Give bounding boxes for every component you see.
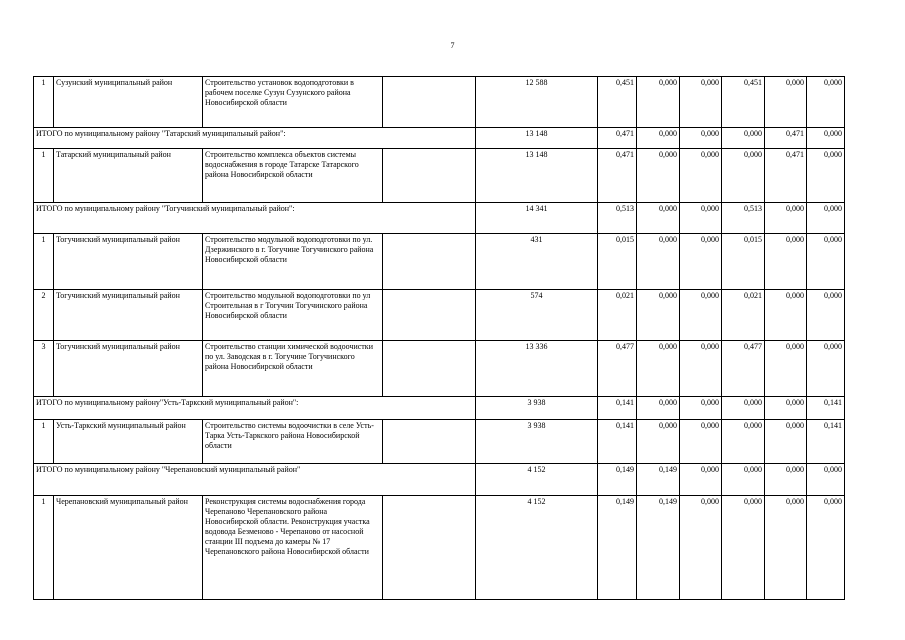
page-number: 7 <box>450 41 455 50</box>
numeric-value: 0,000 <box>807 464 845 496</box>
object-name: Строительство модульной водоподготовки по ул Строительная в г Тогучин Тогучинского района Новосибирской области <box>203 290 383 341</box>
table-body <box>34 77 845 600</box>
empty-cell <box>383 149 476 203</box>
numeric-value: 0,149 <box>598 496 637 600</box>
numeric-value: 0,149 <box>637 496 680 600</box>
object-name: Строительство установок водоподготовки в рабочем поселке Сузун Сузунского района Новосибирской области <box>203 77 383 128</box>
numeric-value: 0,000 <box>765 341 807 397</box>
numeric-value: 0,000 <box>680 397 722 420</box>
numeric-value: 0,000 <box>680 464 722 496</box>
numeric-value: 0,000 <box>637 149 680 203</box>
row-number: 3 <box>34 341 54 397</box>
numeric-value: 0,471 <box>598 128 637 149</box>
numeric-value: 0,021 <box>722 290 765 341</box>
numeric-value: 0,000 <box>680 234 722 290</box>
total-row <box>34 397 845 420</box>
table-row <box>34 149 845 203</box>
numeric-value: 0,513 <box>598 203 637 234</box>
row-number: 2 <box>34 290 54 341</box>
numeric-value: 0,000 <box>722 464 765 496</box>
numeric-value: 0,000 <box>637 128 680 149</box>
row-number: 1 <box>34 234 54 290</box>
numeric-value: 0,000 <box>637 203 680 234</box>
numeric-value: 0,000 <box>680 290 722 341</box>
numeric-value: 0,000 <box>637 420 680 464</box>
numeric-value: 0,000 <box>765 464 807 496</box>
row-number: 1 <box>34 496 54 600</box>
numeric-value: 0,141 <box>807 420 845 464</box>
numeric-value: 0,000 <box>722 420 765 464</box>
district-name: Татарский муниципальный район <box>54 149 203 203</box>
numeric-value: 0,000 <box>680 496 722 600</box>
table-row <box>34 341 845 397</box>
numeric-value: 0,000 <box>807 128 845 149</box>
numeric-value: 0,000 <box>680 77 722 128</box>
numeric-value: 0,477 <box>722 341 765 397</box>
numeric-value: 0,000 <box>765 397 807 420</box>
numeric-value: 0,015 <box>722 234 765 290</box>
numeric-value: 0,471 <box>598 149 637 203</box>
numeric-value: 0,471 <box>765 149 807 203</box>
numeric-value: 0,000 <box>765 77 807 128</box>
numeric-value: 0,141 <box>598 397 637 420</box>
numeric-value: 0,000 <box>722 128 765 149</box>
cost-value: 4 152 <box>476 496 598 600</box>
numeric-value: 0,000 <box>637 77 680 128</box>
total-label: ИТОГО по муниципальному району"Усть-Таркский муниципальный район": <box>34 397 476 420</box>
cost-value: 13 148 <box>476 149 598 203</box>
numeric-value: 0,000 <box>722 397 765 420</box>
numeric-value: 0,451 <box>598 77 637 128</box>
cost-value: 12 588 <box>476 77 598 128</box>
numeric-value: 0,000 <box>807 496 845 600</box>
numeric-value: 0,000 <box>680 420 722 464</box>
numeric-value: 0,000 <box>765 290 807 341</box>
numeric-value: 0,000 <box>722 496 765 600</box>
investment-table <box>33 76 845 600</box>
empty-cell <box>383 420 476 464</box>
numeric-value: 0,015 <box>598 234 637 290</box>
object-name: Строительство станции химической водоочистки по ул. Заводская в г. Тогучине Тогучинского района Новосибирской области <box>203 341 383 397</box>
cost-value: 14 341 <box>476 203 598 234</box>
empty-cell <box>383 77 476 128</box>
numeric-value: 0,000 <box>765 496 807 600</box>
row-number: 1 <box>34 77 54 128</box>
numeric-value: 0,000 <box>807 290 845 341</box>
cost-value: 13 148 <box>476 128 598 149</box>
numeric-value: 0,471 <box>765 128 807 149</box>
district-name: Тогучинский муниципальный район <box>54 341 203 397</box>
numeric-value: 0,000 <box>722 149 765 203</box>
total-label: ИТОГО по муниципальному району "Татарский муниципальный район": <box>34 128 476 149</box>
table-row <box>34 496 845 600</box>
total-label: ИТОГО по муниципальному району "Тогучинский муниципальный район": <box>34 203 476 234</box>
cost-value: 3 938 <box>476 397 598 420</box>
numeric-value: 0,000 <box>807 234 845 290</box>
numeric-value: 0,000 <box>637 234 680 290</box>
numeric-value: 0,000 <box>807 149 845 203</box>
object-name: Строительство комплекса объектов системы водоснабжения в городе Татарске Татарского района Новосибирской области <box>203 149 383 203</box>
numeric-value: 0,000 <box>807 341 845 397</box>
numeric-value: 0,451 <box>722 77 765 128</box>
numeric-value: 0,000 <box>637 341 680 397</box>
empty-cell <box>383 496 476 600</box>
total-label: ИТОГО по муниципальному району "Черепановский муниципальный район" <box>34 464 476 496</box>
numeric-value: 0,513 <box>722 203 765 234</box>
numeric-value: 0,000 <box>680 203 722 234</box>
table-row <box>34 290 845 341</box>
district-name: Усть-Таркский муниципальный район <box>54 420 203 464</box>
numeric-value: 0,000 <box>680 149 722 203</box>
district-name: Тогучинский муниципальный район <box>54 290 203 341</box>
numeric-value: 0,141 <box>807 397 845 420</box>
object-name: Строительство системы водоочистки в селе Усть-Тарка Усть-Таркского района Новосибирской области <box>203 420 383 464</box>
object-name: Строительство модульной водоподготовки по ул. Дзержинского в г. Тогучине Тогучинского района Новосибирской области <box>203 234 383 290</box>
numeric-value: 0,149 <box>598 464 637 496</box>
numeric-value: 0,000 <box>680 128 722 149</box>
district-name: Тогучинский муниципальный район <box>54 234 203 290</box>
numeric-value: 0,141 <box>598 420 637 464</box>
total-row <box>34 128 845 149</box>
district-name: Сузунский муниципальный район <box>54 77 203 128</box>
numeric-value: 0,000 <box>765 203 807 234</box>
numeric-value: 0,000 <box>765 234 807 290</box>
table-row <box>34 420 845 464</box>
empty-cell <box>383 290 476 341</box>
table-row <box>34 77 845 128</box>
numeric-value: 0,149 <box>637 464 680 496</box>
object-name: Реконструкция системы водоснабжения города Черепаново Черепановского района Новосибирской области. Реконструкция участка водовода Безменово - Черепаново от насосной станции III подъема до камеры № 17 Черепановского района Новосибирской области <box>203 496 383 600</box>
total-row <box>34 203 845 234</box>
numeric-value: 0,000 <box>637 397 680 420</box>
empty-cell <box>383 234 476 290</box>
table-row <box>34 234 845 290</box>
numeric-value: 0,477 <box>598 341 637 397</box>
numeric-value: 0,000 <box>807 77 845 128</box>
cost-value: 574 <box>476 290 598 341</box>
row-number: 1 <box>34 420 54 464</box>
numeric-value: 0,000 <box>807 203 845 234</box>
total-row <box>34 464 845 496</box>
numeric-value: 0,000 <box>680 341 722 397</box>
numeric-value: 0,021 <box>598 290 637 341</box>
row-number: 1 <box>34 149 54 203</box>
numeric-value: 0,000 <box>637 290 680 341</box>
cost-value: 4 152 <box>476 464 598 496</box>
cost-value: 3 938 <box>476 420 598 464</box>
empty-cell <box>383 341 476 397</box>
cost-value: 431 <box>476 234 598 290</box>
numeric-value: 0,000 <box>765 420 807 464</box>
district-name: Черепановский муниципальный район <box>54 496 203 600</box>
cost-value: 13 336 <box>476 341 598 397</box>
